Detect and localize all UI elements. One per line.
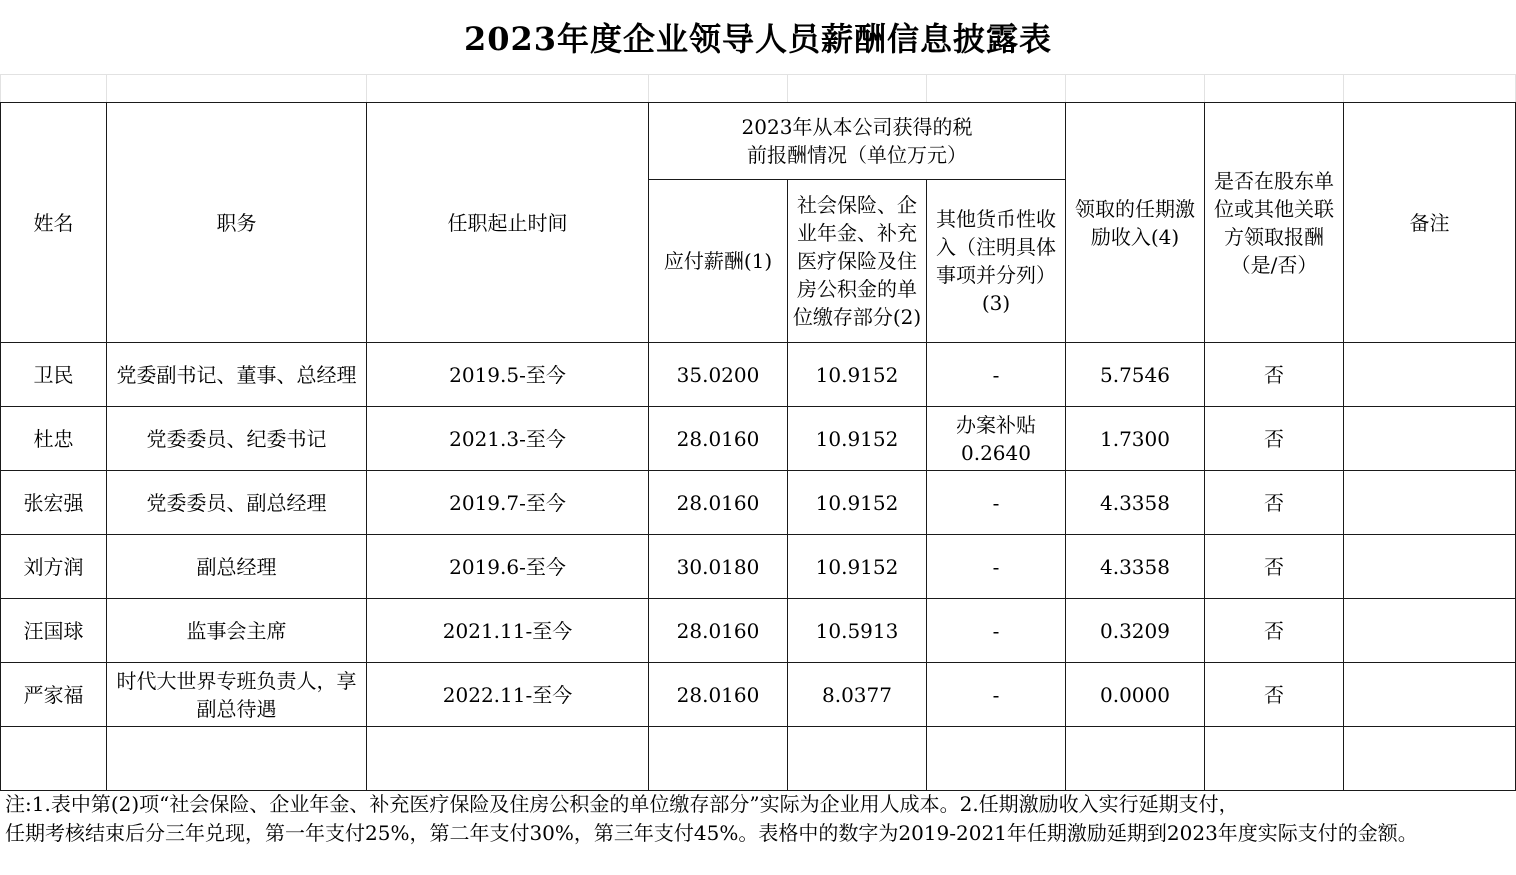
cell-position: 时代大世界专班负责人，享副总待遇 xyxy=(107,663,367,727)
cell-salary: 28.0160 xyxy=(649,471,788,535)
header-salary: 应付薪酬(1) xyxy=(649,180,788,343)
cell-remark xyxy=(1344,407,1516,471)
cell-related-party: 否 xyxy=(1205,471,1344,535)
cell-incentive: 0.0000 xyxy=(1066,663,1205,727)
footnote-line-1: 注:1.表中第(2)项“社会保险、企业年金、补充医疗保险及住房公积金的单位缴存部分”实际为企业用人成本。2.任期激励收入实行延期支付， xyxy=(5,792,1239,816)
header-remark: 备注 xyxy=(1344,103,1516,343)
cell-related-party: 否 xyxy=(1205,407,1344,471)
cell-position: 监事会主席 xyxy=(107,599,367,663)
cell-other-income: - xyxy=(927,471,1066,535)
table-row xyxy=(1,471,1516,535)
spacer-row xyxy=(1,75,1516,103)
salary-table xyxy=(0,74,1516,791)
cell-name: 卫民 xyxy=(1,343,107,407)
cell-remark xyxy=(1344,343,1516,407)
cell-name: 张宏强 xyxy=(1,471,107,535)
table-row xyxy=(1,599,1516,663)
cell-salary: 28.0160 xyxy=(649,599,788,663)
cell-other-income: 办案补贴 0.2640 xyxy=(927,407,1066,471)
header-pretax-group: 2023年从本公司获得的税前报酬情况（单位万元） xyxy=(649,103,1066,180)
cell-social: 10.5913 xyxy=(788,599,927,663)
header-related-party: 是否在股东单位或其他关联方领取报酬（是/否） xyxy=(1205,103,1344,343)
cell-tenure: 2019.7-至今 xyxy=(367,471,649,535)
table-row xyxy=(1,663,1516,727)
cell-name: 汪国球 xyxy=(1,599,107,663)
cell-tenure: 2019.6-至今 xyxy=(367,535,649,599)
cell-related-party: 否 xyxy=(1205,663,1344,727)
cell-other-income: - xyxy=(927,599,1066,663)
cell-incentive: 5.7546 xyxy=(1066,343,1205,407)
cell-social: 10.9152 xyxy=(788,535,927,599)
cell-other-income: - xyxy=(927,535,1066,599)
cell-remark xyxy=(1344,535,1516,599)
header-other-income: 其他货币性收入（注明具体事项并分列）(3) xyxy=(927,180,1066,343)
cell-position: 党委委员、纪委书记 xyxy=(107,407,367,471)
cell-salary: 30.0180 xyxy=(649,535,788,599)
cell-related-party: 否 xyxy=(1205,599,1344,663)
cell-salary: 35.0200 xyxy=(649,343,788,407)
page-title: 2023年度企业领导人员薪酬信息披露表 xyxy=(463,20,1053,58)
footnote xyxy=(5,790,1513,848)
header-row xyxy=(1,103,1516,180)
cell-social: 10.9152 xyxy=(788,407,927,471)
table-row xyxy=(1,535,1516,599)
cell-social: 8.0377 xyxy=(788,663,927,727)
cell-incentive: 1.7300 xyxy=(1066,407,1205,471)
table-row xyxy=(1,343,1516,407)
footnote-line-2: 任期考核结束后分三年兑现，第一年支付25%，第二年支付30%，第三年支付45%。表格中的数字为2019-2021年任期激励延期到2023年度实际支付的金额。 xyxy=(5,821,1418,845)
cell-remark xyxy=(1344,471,1516,535)
cell-name: 严家福 xyxy=(1,663,107,727)
cell-social: 10.9152 xyxy=(788,471,927,535)
header-position: 职务 xyxy=(107,103,367,343)
empty-row xyxy=(1,727,1516,791)
cell-salary: 28.0160 xyxy=(649,407,788,471)
cell-related-party: 否 xyxy=(1205,343,1344,407)
cell-other-income: - xyxy=(927,663,1066,727)
cell-name: 杜忠 xyxy=(1,407,107,471)
cell-remark xyxy=(1344,663,1516,727)
header-tenure: 任职起止时间 xyxy=(367,103,649,343)
cell-position: 副总经理 xyxy=(107,535,367,599)
cell-related-party: 否 xyxy=(1205,535,1344,599)
cell-incentive: 4.3358 xyxy=(1066,471,1205,535)
cell-tenure: 2021.3-至今 xyxy=(367,407,649,471)
header-name: 姓名 xyxy=(1,103,107,343)
header-social: 社会保险、企业年金、补充医疗保险及住房公积金的单位缴存部分(2) xyxy=(788,180,927,343)
cell-tenure: 2019.5-至今 xyxy=(367,343,649,407)
table-row xyxy=(1,407,1516,471)
cell-remark xyxy=(1344,599,1516,663)
cell-social: 10.9152 xyxy=(788,343,927,407)
cell-incentive: 0.3209 xyxy=(1066,599,1205,663)
cell-position: 党委副书记、董事、总经理 xyxy=(107,343,367,407)
cell-tenure: 2022.11-至今 xyxy=(367,663,649,727)
cell-incentive: 4.3358 xyxy=(1066,535,1205,599)
header-incentive: 领取的任期激励收入(4) xyxy=(1066,103,1205,343)
cell-name: 刘方润 xyxy=(1,535,107,599)
cell-position: 党委委员、副总经理 xyxy=(107,471,367,535)
cell-salary: 28.0160 xyxy=(649,663,788,727)
cell-tenure: 2021.11-至今 xyxy=(367,599,649,663)
cell-other-income: - xyxy=(927,343,1066,407)
